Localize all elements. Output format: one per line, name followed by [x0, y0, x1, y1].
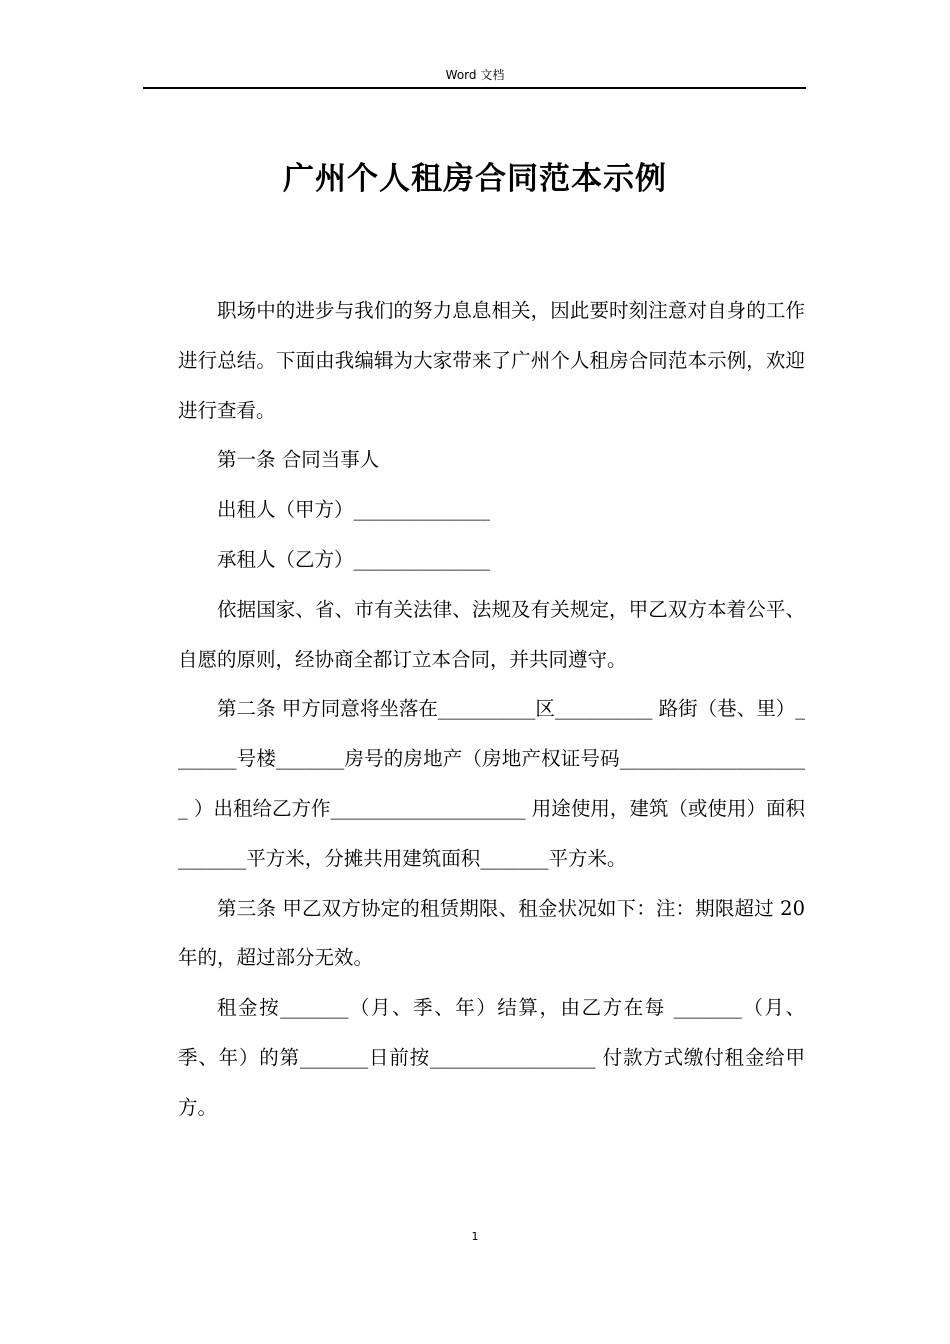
document-body: [178, 286, 805, 1133]
legal-basis-paragraph: 依据国家、省、市有关法律、法规及有关规定，甲乙双方本着公平、自愿的原则，经协商全都订立本合同，并共同遵守。: [178, 597, 805, 671]
header-divider: [143, 87, 806, 89]
lessor-line: 出租人（甲方）______________: [217, 498, 491, 522]
page-number: 1: [471, 1230, 479, 1243]
intro-paragraph: 职场中的进步与我们的努力息息相关，因此要时刻注意对自身的工作进行总结。下面由我编辑为大家带来了广州个人租房合同范本示例，欢迎进行查看。: [178, 299, 805, 422]
clause-3-paragraph: 第三条 甲乙双方协定的租赁期限、租金状况如下：注：期限超过 20 年的，超过部分无效。: [178, 896, 805, 970]
rent-payment-paragraph: 租金按_______（月、季、年）结算，由乙方在每 _______（月、季、年）的第_______日前按_________________ 付款方式缴付租金给甲方。: [178, 996, 805, 1119]
document-title: 广州个人租房合同范本示例: [283, 161, 667, 197]
clause-1-heading: 第一条 合同当事人: [217, 448, 380, 472]
clause-2-paragraph: 第二条 甲方同意将坐落在__________区__________ 路街（巷、里）_______号楼_______房号的房地产（房地产权证号码____________________ ）出租给乙方作____________________ 用途使用，建筑（或使用）面积_______平方米，分摊共用建筑面积_______平方米。: [178, 697, 805, 870]
lessee-line: 承租人（乙方）______________: [217, 547, 491, 571]
page-header-text: Word 文档: [445, 68, 505, 82]
